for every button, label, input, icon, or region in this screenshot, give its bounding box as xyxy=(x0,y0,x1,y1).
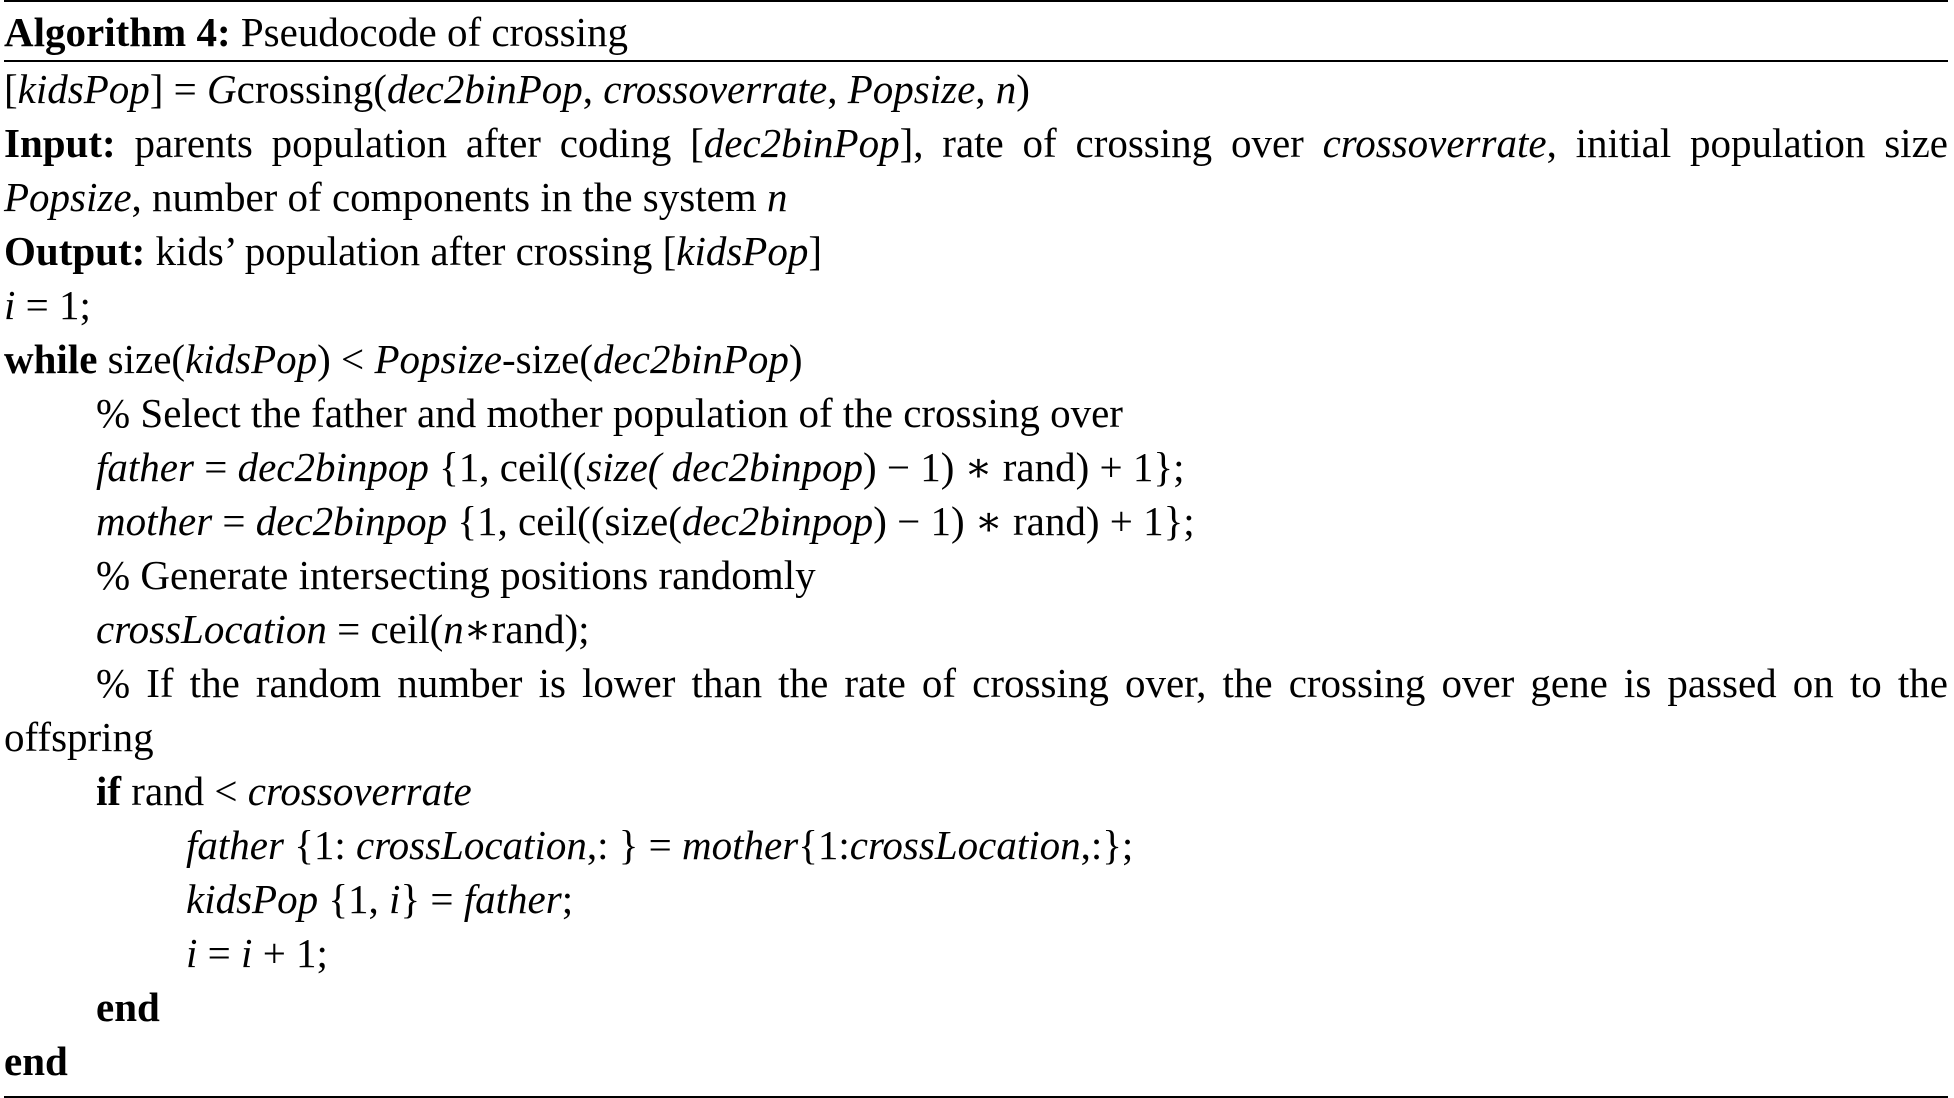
code-var: i xyxy=(389,876,401,922)
sig-open: [ xyxy=(4,66,18,112)
input-var: dec2binPop xyxy=(703,120,900,166)
code-var: dec2binpop xyxy=(237,444,429,490)
code-var: father xyxy=(186,822,284,868)
caption-label: Algorithm 4: xyxy=(4,9,231,55)
code-var: crossLocation xyxy=(96,606,327,652)
code-var: size( dec2binpop xyxy=(586,444,863,490)
sig-sep: , xyxy=(827,66,848,112)
input-text: , number of components in the system xyxy=(131,174,767,220)
output-line xyxy=(4,224,1948,278)
if-keyword: if xyxy=(96,768,122,814)
code-text: ∗rand); xyxy=(463,606,590,652)
sig-sep: , xyxy=(582,66,604,112)
code-var: kidsPop xyxy=(186,876,319,922)
code-text: + 1; xyxy=(252,930,328,976)
caption-title: Pseudocode of crossing xyxy=(240,9,629,55)
code-text: ; xyxy=(561,876,574,922)
code-var: father xyxy=(96,444,194,490)
code-text: ) xyxy=(788,336,803,382)
algorithm-caption xyxy=(4,2,1948,60)
input-text: parents population after coding [ xyxy=(115,120,704,166)
code-var: crossLocation xyxy=(356,822,587,868)
bottom-spacer xyxy=(4,1088,1948,1096)
code-text: {1: xyxy=(798,822,850,868)
sig-end: ) xyxy=(1016,66,1030,112)
code-text: rand < xyxy=(121,768,248,814)
code-var: crossLocation xyxy=(849,822,1081,868)
sig-output-var: kidsPop xyxy=(17,66,150,112)
sig-arg-popsize: Popsize xyxy=(847,66,976,112)
init-rest: = 1; xyxy=(15,282,91,328)
code-var: dec2binPop xyxy=(593,336,789,382)
code-var: kidsPop xyxy=(185,336,318,382)
output-var: kidsPop xyxy=(676,228,809,274)
comment-select-parents: % Select the father and mother population of the crossing over xyxy=(96,390,1123,436)
code-text: ) < xyxy=(317,336,375,382)
end-while-keyword: end xyxy=(4,1038,68,1084)
code-var: mother xyxy=(682,822,799,868)
increment-line xyxy=(4,926,1948,980)
sig-fn-prefix: G xyxy=(207,66,237,112)
code-text: } = xyxy=(400,876,464,922)
code-text: = xyxy=(212,498,256,544)
code-text: -size( xyxy=(501,336,594,382)
code-text: ) − 1) ∗ rand) + 1}; xyxy=(873,498,1195,544)
assign-father-line xyxy=(4,818,1948,872)
code-text: = xyxy=(193,444,238,490)
input-var: Popsize xyxy=(4,174,132,220)
input-line xyxy=(4,116,1948,224)
output-text: kids’ population after crossing [ xyxy=(145,228,677,274)
code-text: {1, ceil((size( xyxy=(447,498,682,544)
sig-sep: , xyxy=(975,66,996,112)
code-text: size( xyxy=(97,336,186,382)
signature-line xyxy=(4,62,1948,116)
code-var: dec2binpop xyxy=(681,498,874,544)
code-text: ,: } = xyxy=(586,822,683,868)
code-var: dec2binpop xyxy=(255,498,448,544)
output-text: ] xyxy=(808,228,822,274)
while-keyword: while xyxy=(4,336,98,382)
code-text: = ceil( xyxy=(326,606,444,652)
sig-arg-n: n xyxy=(995,66,1017,112)
comment-random-lower: % If the random number is lower than the rate of crossing over, the crossing over gene is passed on to the offspring xyxy=(4,660,1948,760)
code-text: {1, xyxy=(318,876,390,922)
code-text: ) − 1) ∗ rand) + 1}; xyxy=(862,444,1185,490)
input-text: ], rate of crossing over xyxy=(899,120,1323,166)
end-if-keyword: end xyxy=(96,984,160,1030)
kidspop-line xyxy=(4,872,1948,926)
mother-line xyxy=(4,494,1948,548)
input-var: crossoverrate xyxy=(1322,120,1547,166)
output-label: Output: xyxy=(4,228,146,274)
code-text: ,:}; xyxy=(1080,822,1134,868)
code-var: crossoverrate xyxy=(247,768,472,814)
code-var: father xyxy=(463,876,562,922)
comment-generate-positions: % Generate intersecting positions randomly xyxy=(96,552,816,598)
init-var: i xyxy=(4,282,16,328)
sig-fn-name: crossing( xyxy=(236,66,387,112)
sig-arg-dec2binpop: dec2binPop xyxy=(386,66,583,112)
while-line xyxy=(4,332,1948,386)
code-var: i xyxy=(241,930,253,976)
input-var: n xyxy=(766,174,788,220)
input-label: Input: xyxy=(4,120,116,166)
code-var: n xyxy=(443,606,464,652)
input-text: , initial population size xyxy=(1546,120,1948,166)
algorithm-block xyxy=(4,0,1948,1098)
code-var: Popsize xyxy=(374,336,502,382)
sig-close-eq: ] = xyxy=(149,66,208,112)
code-var: i xyxy=(186,930,198,976)
code-text: {1, ceil(( xyxy=(428,444,587,490)
father-line xyxy=(4,440,1948,494)
code-var: mother xyxy=(96,498,213,544)
if-line xyxy=(4,764,1948,818)
crosslocation-line xyxy=(4,602,1948,656)
init-line xyxy=(4,278,1948,332)
sig-arg-crossoverrate: crossoverrate xyxy=(603,66,828,112)
code-text: {1: xyxy=(283,822,357,868)
code-text: = xyxy=(197,930,242,976)
